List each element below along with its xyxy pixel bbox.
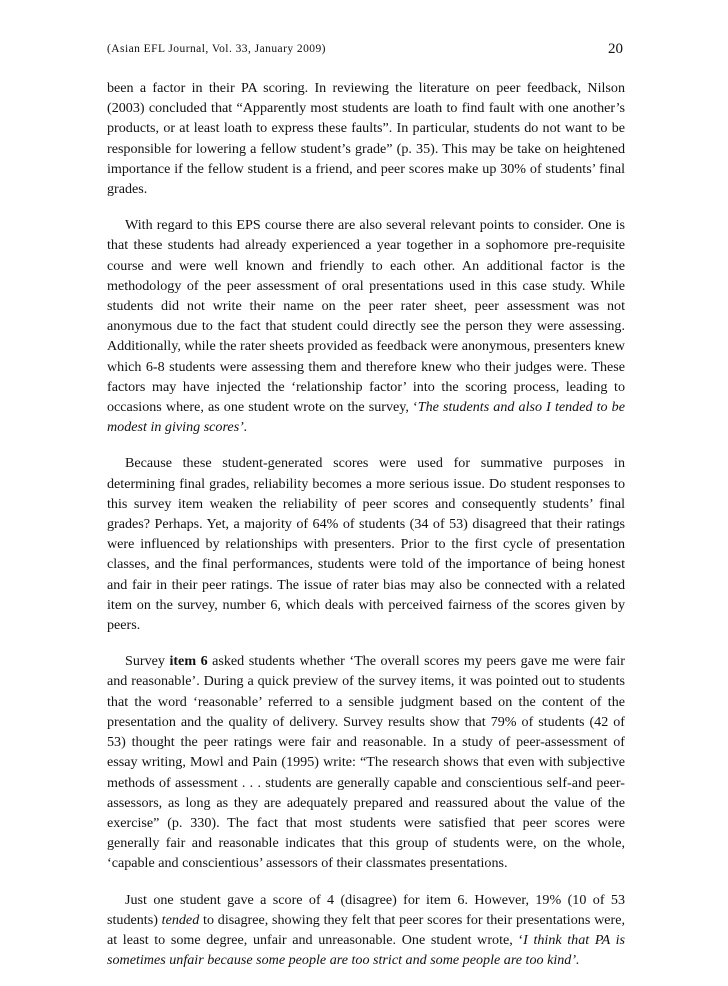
article-body	[107, 78, 625, 986]
paragraph-3-text: Because these student-generated scores were used for summative purposes in determining final grades, reliability becomes a more serious issue. Do student responses to this survey item weaken the reliability of peer scores and consequently students’ final grades? Perhaps. Yet, a majority of 64% of students (34 of 53) disagreed that their ratings were influenced by relationships with presenters. Prior to the first cycle of presentation classes, and the final performances, students were told of the importance of being honest and fair in their peer ratings. The issue of rater bias may also be connected with a related item on the survey, number 6, which deals with perceived fairness of the scores given by peers.	[107, 455, 625, 634]
journal-citation: (Asian EFL Journal, Vol. 33, January 2009)	[107, 43, 326, 55]
paragraph-5-text-start: Just one student gave a score of 4 (disagree) for item 6. However, 19% (10 of 53 students)	[107, 891, 625, 928]
paragraph-5	[107, 890, 625, 971]
paragraph-4-text: asked students whether ‘The overall scores my peers gave me were fair and reasonable’. During a quick preview of the survey items, it was pointed out to students that the word ‘reasonable’ referred to a sensible judgment based on the content of the presentation and the quality of delivery. Survey results show that 79% of students (42 of 53) thought the peer ratings were fair and reasonable. In a study of peer-assessment of essay writing, Mowl and Pain (1995) write: “The research shows that even with subjective methods of assessment . . . students are generally capable and conscientious self-and peer-assessors, as long as they are adequately prepared and reassured about the value of the exercise” (p. 330). The fact that most students were satisfied that peer scores were generally fair and reasonable indicates that this group of students were, on the whole, ‘capable and conscientious’ assessors of their classmates presentations.	[107, 653, 625, 872]
paragraph-4-item-reference: item 6	[169, 653, 208, 670]
paragraph-2-text: With regard to this EPS course there are also several relevant points to consider. One is that these students had already experienced a year together in a sophomore pre-requisite course and were well known and friendly to each other. An additional factor is the methodology of the peer assessment of oral presentations used in this case study. While students did not write their name on the peer rater sheet, peer assessment was not anonymous due to the fact that student could directly see the person they were assessing. Additionally, while the rater sheets provided as feedback were anonymous, presenters knew which 6-8 students were assessing them and therefore knew who their judges were. These factors may have injected the ‘relationship factor’ into the scoring process, leading to occasions where, as one student wrote on the survey, ‘	[107, 217, 625, 416]
paragraph-5-emphasis: tended	[161, 911, 200, 928]
paragraph-5-text-middle: to disagree, showing they felt that peer scores for their presentations were, at least to some degree, unfair and unreasonable. One student wrote, ‘	[107, 911, 625, 948]
page-header	[107, 42, 623, 62]
paragraph-3	[107, 453, 625, 635]
paragraph-1-text: been a factor in their PA scoring. In reviewing the literature on peer feedback, Nilson (2003) concluded that “Apparently most students are loath to find fault with one another’s products, or at least loath to express these faults”. In particular, students do not want to be responsible for lowering a fellow student’s grade” (p. 35). This may be take on heightened importance if the fellow student is a friend, and peer scores make up 30% of students’ final grades.	[107, 80, 625, 198]
paragraph-2	[107, 215, 625, 437]
page-number: 20	[608, 41, 623, 57]
paragraph-1	[107, 78, 625, 199]
paragraph-4-lead: Survey	[125, 653, 170, 670]
paragraph-5-student-quote: I think that PA is sometimes unfair because some people are too strict and some people are too kind’.	[107, 931, 625, 969]
paragraph-4	[107, 651, 625, 873]
paragraph-2-student-quote: The students and also I tended to be modest in giving scores’.	[107, 399, 625, 436]
